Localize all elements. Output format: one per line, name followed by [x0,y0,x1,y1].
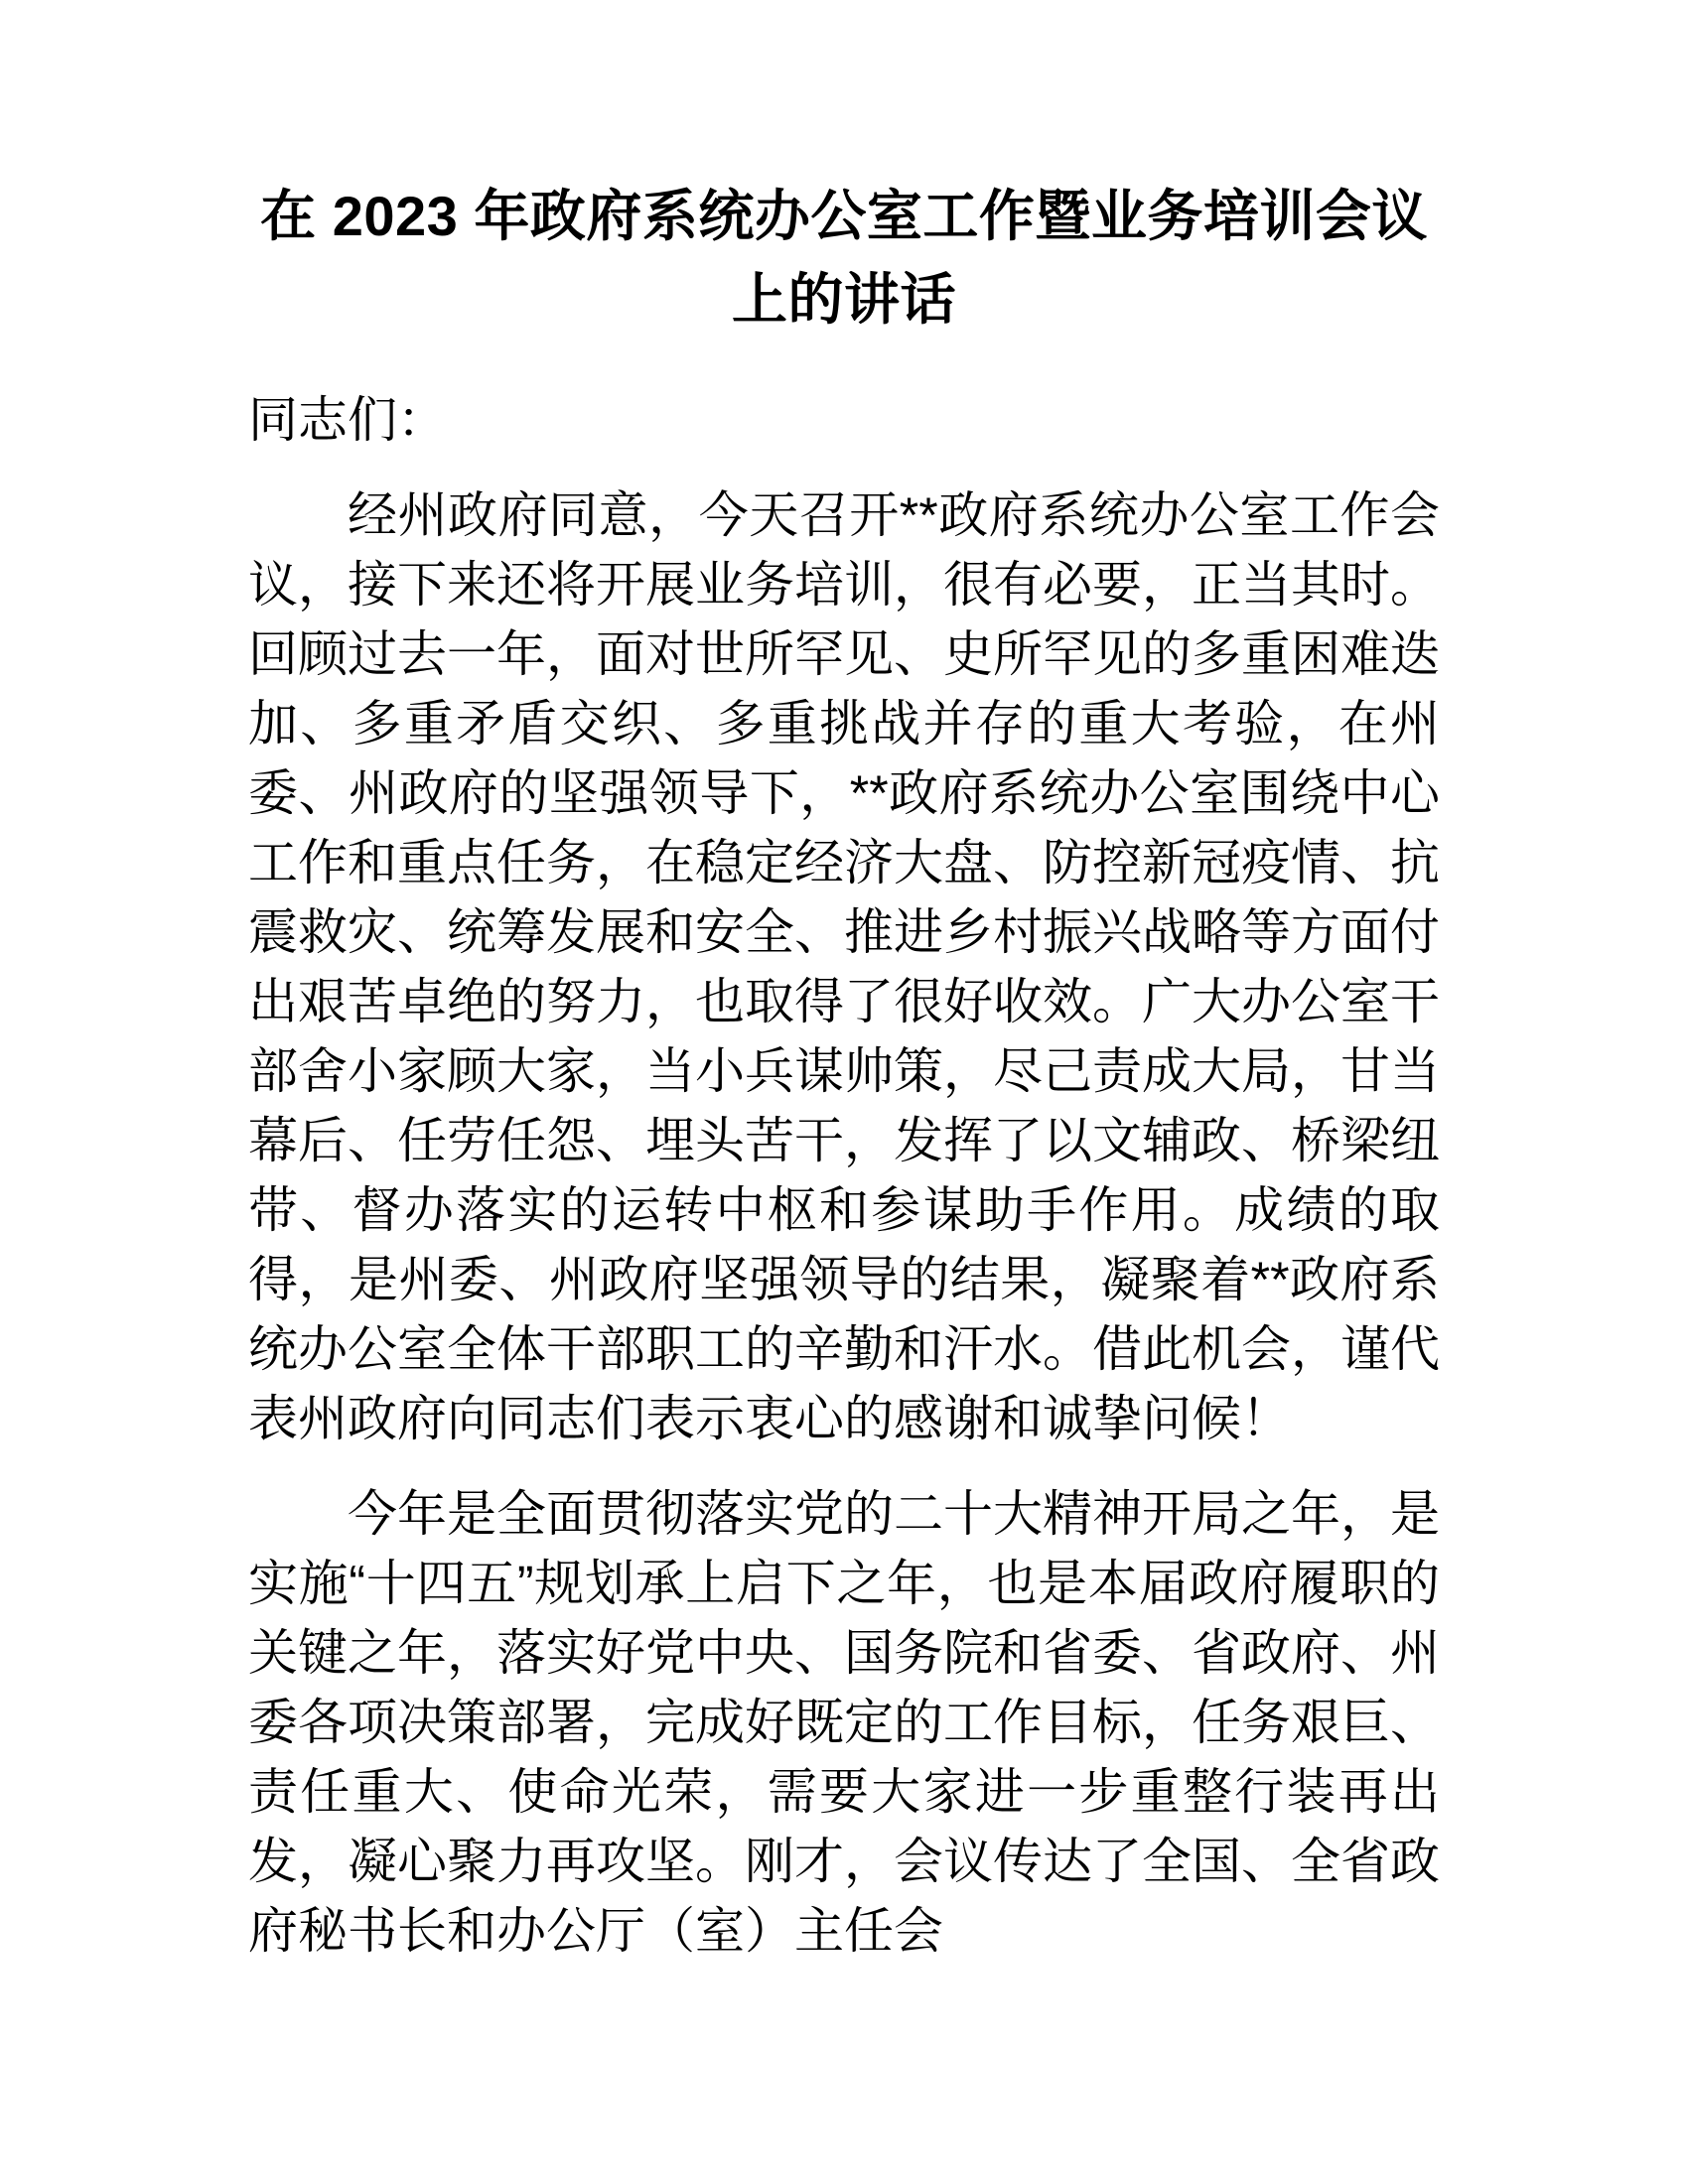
salutation: 同志们： [248,392,447,448]
body-paragraph-1: 经州政府同意，今天召开**政府系统办公室工作会议，接下来还将开展业务培训，很有必要，正当其时。回顾过去一年，面对世所罕见、史所罕见的多重困难迭加、多重矛盾交织、多重挑战并存的重大考验，在州委、州政府的坚强领导下，**政府系统办公室围绕中心工作和重点任务，在稳定经济大盘、防控新冠疫情、抗震救灾、统筹发展和安全、推进乡村振兴战略等方面付出艰苦卓绝的努力，也取得了很好收效。广大办公室干部舍小家顾大家，当小兵谋帅策，尽己责成大局，甘当幕后、任劳任怨、埋头苦干，发挥了以文辅政、桥梁纽带、督办落实的运转中枢和参谋助手作用。成绩的取得，是州委、州政府坚强领导的结果，凝聚着**政府系统办公室全体干部职工的辛勤和汗水。借此机会，谨代表州政府向同志们表示衷心的感谢和诚挚问候！ [248,487,1440,1446]
body-paragraph-2: 今年是全面贯彻落实党的二十大精神开局之年，是实施“十四五”规划承上启下之年，也是本届政府履职的关键之年，落实好党中央、国务院和省委、省政府、州委各项决策部署，完成好既定的工作目标，任务艰巨、责任重大、使命光荣，需要大家进一步重整行装再出发，凝心聚力再攻坚。刚才，会议传达了全国、全省政府秘书长和办公厅（室）主任会 [248,1486,1440,1959]
page-title: 在 2023 年政府系统办公室工作暨业务培训会议上的讲话 [260,185,1428,331]
document-content [248,0,1440,1966]
